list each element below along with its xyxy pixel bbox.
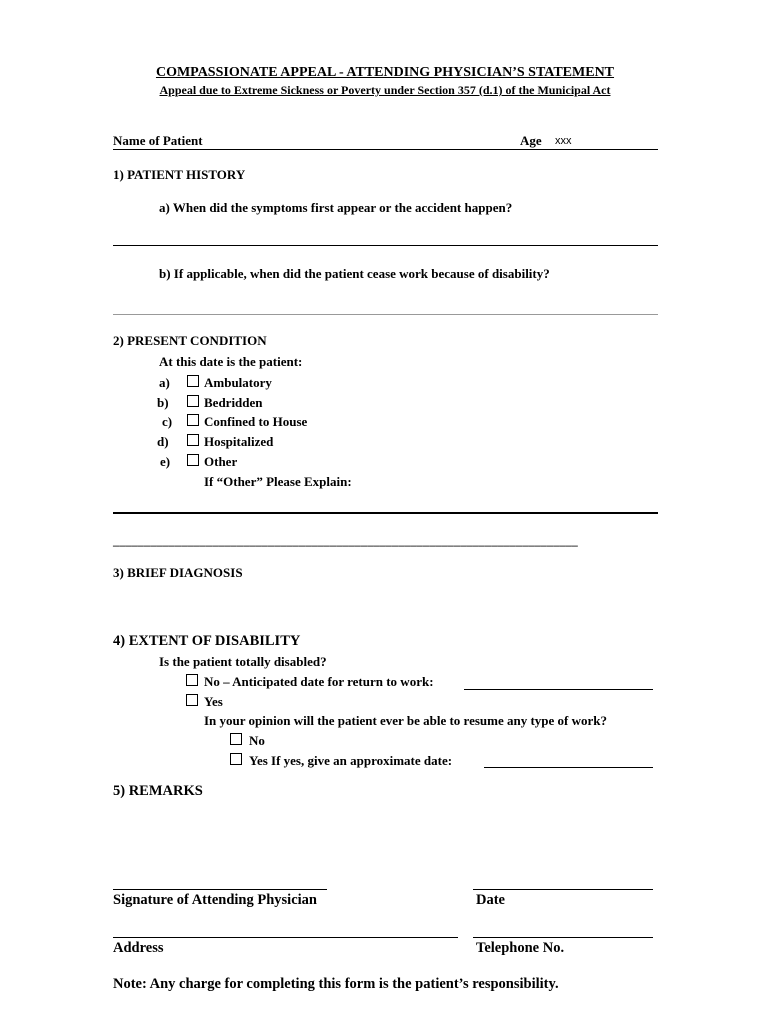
other-explain-line-2[interactable]: ___________________________________________________________________________ <box>113 534 578 548</box>
age-value[interactable]: xxx <box>555 135 572 147</box>
ambulatory-checkbox[interactable] <box>187 375 199 387</box>
other-checkbox[interactable] <box>187 454 199 466</box>
bedridden-label: Bedridden <box>204 395 263 410</box>
disabled-no-label: No – Anticipated date for return to work: <box>204 674 434 689</box>
history-answer-b-line[interactable] <box>113 314 658 315</box>
history-question-a: a) When did the symptoms first appear or the accident happen? <box>159 200 513 215</box>
history-question-b: b) If applicable, when did the patient cease work because of disability? <box>159 266 550 281</box>
resume-work-question: In your opinion will the patient ever be able to resume any type of work? <box>204 713 608 728</box>
confined-to-house-checkbox[interactable] <box>187 414 199 426</box>
patient-history-heading: 1) PATIENT HISTORY <box>113 167 246 182</box>
date-line[interactable] <box>473 889 653 890</box>
charge-note: Note: Any charge for completing this form is the patient’s responsibility. <box>113 976 559 992</box>
age-label: Age <box>520 133 542 148</box>
disabled-yes-checkbox[interactable] <box>186 694 198 706</box>
option-letter-b: b) <box>157 395 169 410</box>
telephone-line[interactable] <box>473 937 653 938</box>
physician-signature-label: Signature of Attending Physician <box>113 892 317 908</box>
totally-disabled-question: Is the patient totally disabled? <box>159 654 327 669</box>
form-title: COMPASSIONATE APPEAL - ATTENDING PHYSICIAN’S STATEMENT <box>155 65 615 80</box>
hospitalized-checkbox[interactable] <box>187 434 199 446</box>
approximate-date-line[interactable] <box>484 767 653 768</box>
confined-to-house-label: Confined to House <box>204 414 308 429</box>
history-answer-a-line[interactable] <box>113 245 658 246</box>
date-label: Date <box>476 892 505 908</box>
present-condition-heading: 2) PRESENT CONDITION <box>113 333 267 348</box>
telephone-label: Telephone No. <box>476 940 565 956</box>
other-explain-line-1[interactable] <box>113 512 658 514</box>
other-label: Other <box>204 454 238 469</box>
patient-name-line[interactable] <box>113 149 658 150</box>
disabled-yes-label: Yes <box>204 694 223 709</box>
resume-no-checkbox[interactable] <box>230 733 242 745</box>
bedridden-checkbox[interactable] <box>187 395 199 407</box>
resume-yes-label: Yes If yes, give an approximate date: <box>249 753 453 768</box>
patient-name-label: Name of Patient <box>113 133 203 148</box>
option-letter-c: c) <box>162 414 173 429</box>
resume-no-label: No <box>249 733 265 748</box>
physician-signature-line[interactable] <box>113 889 327 890</box>
return-date-line[interactable] <box>464 689 653 690</box>
resume-yes-checkbox[interactable] <box>230 753 242 765</box>
ambulatory-label: Ambulatory <box>204 375 272 390</box>
remarks-heading: 5) REMARKS <box>113 783 203 799</box>
form-subtitle: Appeal due to Extreme Sickness or Poverty under Section 357 (d.1) of the Municipal Act <box>159 83 611 97</box>
address-line[interactable] <box>113 937 458 938</box>
option-letter-a: a) <box>159 375 170 390</box>
address-label: Address <box>113 940 164 956</box>
condition-intro: At this date is the patient: <box>159 354 303 369</box>
brief-diagnosis-heading: 3) BRIEF DIAGNOSIS <box>113 565 243 580</box>
other-explain-prompt: If “Other” Please Explain: <box>204 474 352 489</box>
option-letter-d: d) <box>157 434 169 449</box>
hospitalized-label: Hospitalized <box>204 434 274 449</box>
disabled-no-checkbox[interactable] <box>186 674 198 686</box>
option-letter-e: e) <box>160 454 171 469</box>
extent-of-disability-heading: 4) EXTENT OF DISABILITY <box>113 633 301 649</box>
